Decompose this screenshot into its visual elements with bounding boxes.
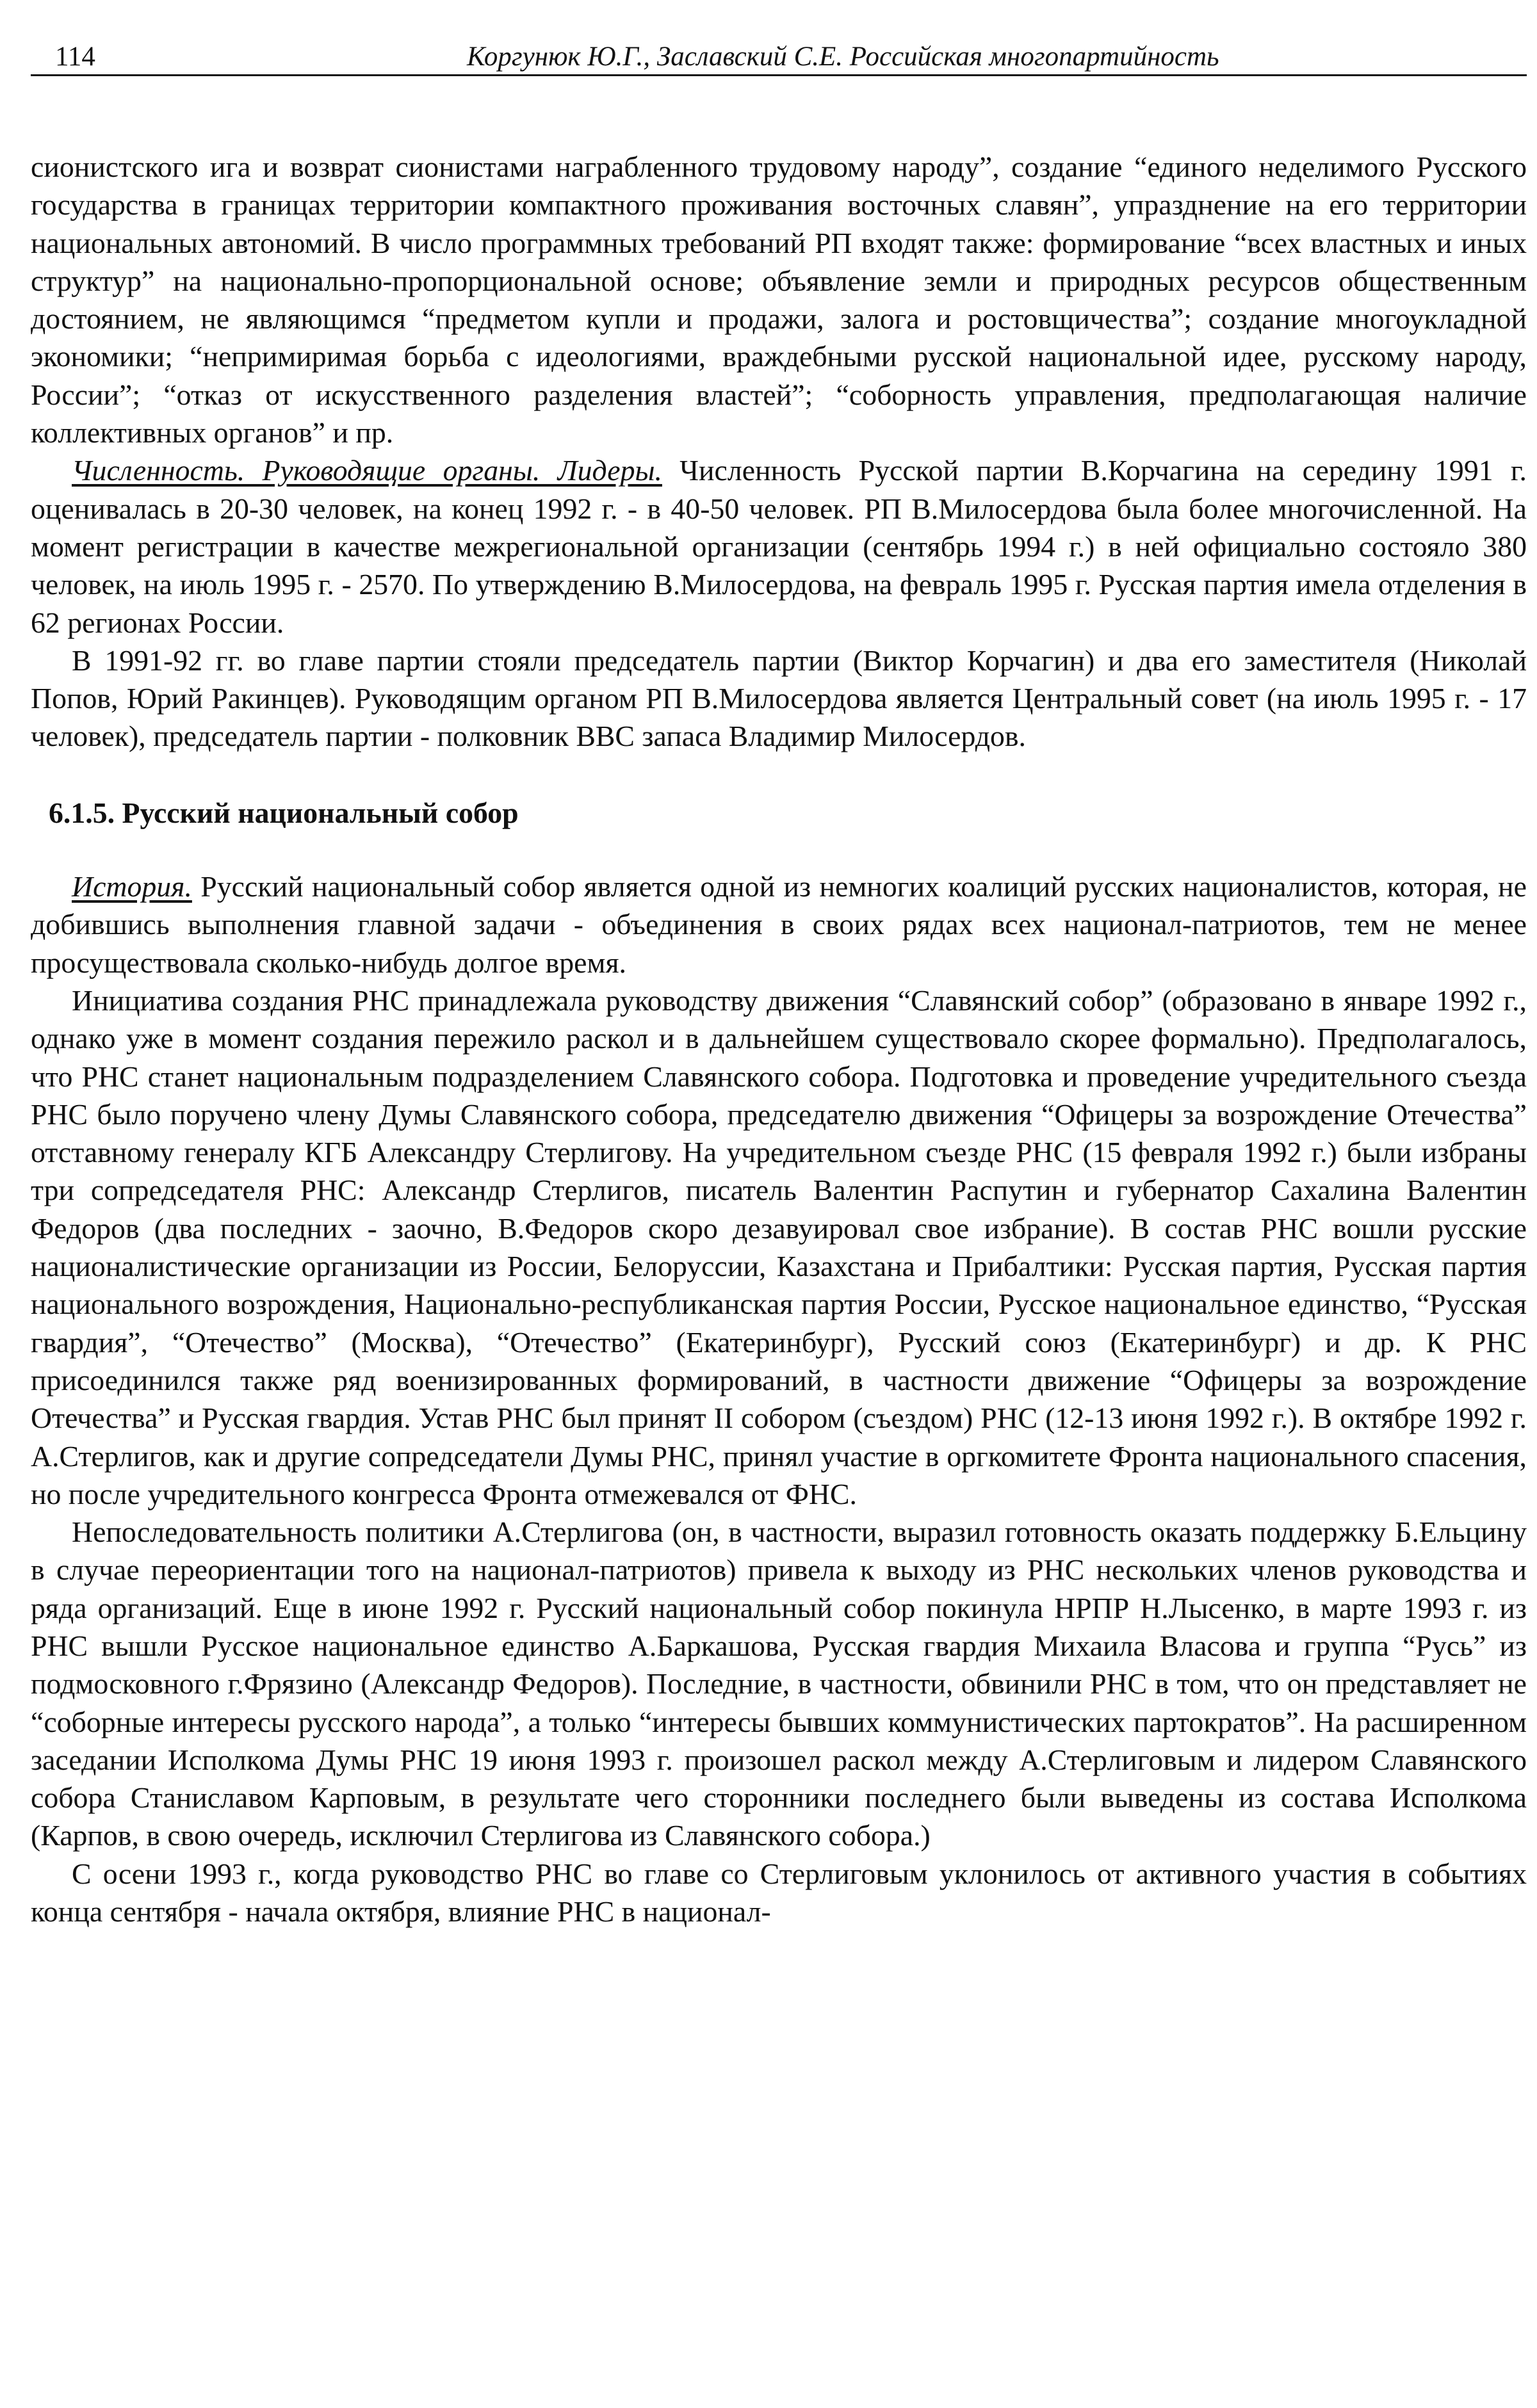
page-number: 114 [55, 42, 95, 72]
paragraph-history [31, 868, 1527, 982]
paragraph-text: С осени 1993 г., когда руководство РНС во главе со Стерлиговым уклонилось от активного участия в событиях конца сентября - начала октября, влияние РНС в национал- [31, 1857, 1527, 1928]
paragraph-text: Русский национальный собор является одной из немногих коалиций русских националистов, которая, не добившись выполнения главной задачи - объединения в своих рядах всех национал-патриотов, тем не менее просуществовала сколько-нибудь долгое время. [31, 870, 1527, 979]
running-head [31, 24, 1527, 76]
running-title: Коргунюк Ю.Г., Заславский С.Е. Российская многопартийность [467, 42, 1219, 72]
paragraph-lead-in: Численность. Руководящие органы. Лидеры. [72, 454, 662, 487]
paragraph-text: В 1991-92 гг. во главе партии стояли председатель партии (Виктор Корчагин) и два его заместителя (Николай Попов, Юрий Ракинцев). Руководящим органом РП В.Милосердова является Центральный совет (на июль 1995 г. - 17 человек), председатель партии - полковник ВВС запаса Владимир Милосердов. [31, 643, 1527, 753]
page-body [31, 76, 1527, 1930]
paragraph-program-demands [31, 148, 1527, 451]
paragraph-lead-in: История. [72, 870, 192, 903]
paragraph-text: Численность Русской партии В.Корчагина на середину 1991 г. оценивалась в 20-30 человек, на конец 1992 г. - в 40-50 человек. РП В.Милосердова была более многочисленной. На момент регистрации в качестве межрегиональной организации (сентябрь 1994 г.) в ней официально состояло 380 человек, на июль 1995 г. - 2570. По утверждению В.Милосердова, на февраль 1995 г. Русская партия имела отделения в 62 регионах России. [31, 454, 1527, 639]
paragraph-initiative [31, 982, 1527, 1513]
paragraph-text: Инициатива создания РНС принадлежала руководству движения “Славянский собор” (образовано в январе 1992 г., однако уже в момент создания пережило раскол и в дальнейшем существовало скорее формально). Предполагалось, что РНС станет национальным подразделением Славянского собора. Подготовка и проведение учредительного съезда РНС было поручено члену Думы Славянского собора, председателю движения “Офицеры за возрождение Отечества” отставному генералу КГБ Александру Стерлигову. На учредительном съезде РНС (15 февраля 1992 г.) были избраны три сопредседателя РНС: Александр Стерлигов, писатель Валентин Распутин и губернатор Сахалина Валентин Федоров (два последних - заочно, В.Федоров скоро дезавуировал свое избрание). В состав РНС вошли русские националистические организации из России, Белоруссии, Казахстана и Прибалтики: Русская партия, Русская партия национального возрождения, Национально-республиканская партия России, Русское национальное единство, “Русская гвардия”, “Отечество” (Москва), “Отечество” (Екатеринбург), Русский союз (Екатеринбург) и др. К РНС присоединился также ряд военизированных формирований, в частности движение “Офицеры за возрождение Отечества” и Русская гвардия. Устав РНС был принят II собором (съездом) РНС (12-13 июня 1992 г.). В октябре 1992 г. А.Стерлигов, как и другие сопредседатели Думы РНС, принял участие в оргкомитете Фронта национального спасения, но после учредительного конгресса Фронта отмежевался от ФНС. [31, 983, 1527, 1510]
paragraph-autumn-1993 [31, 1855, 1527, 1931]
book-page [31, 24, 1527, 2393]
section-heading: 6.1.5. Русский национальный собор [49, 796, 519, 829]
paragraph-inconsistency [31, 1513, 1527, 1855]
paragraph-membership [31, 451, 1527, 641]
paragraph-text: сионистского ига и возврат сионистами награбленного трудовому народу”, создание “единого неделимого Русского государства в границах территории компактного проживания восточных славян”, упразднение на его территории национальных автономий. В число программных требований РП входят также: формирование “всех властных и иных структур” на национально-пропорциональной основе; объявление земли и природных ресурсов общественным достоянием, не являющимся “предметом купли и продажи, залога и ростовщичества”; создание многоукладной экономики; “непримиримая борьба с идеологиями, враждебными русской национальной идее, русскому народу, России”; “отказ от искусственного разделения властей”; “соборность управления, предполагающая наличие коллективных органов” и пр. [31, 150, 1527, 449]
paragraph-text: Непоследовательность политики А.Стерлигова (он, в частности, выразил готовность оказать поддержку Б.Ельцину в случае переориентации того на национал-патриотов) привела к выходу из РНС нескольких членов руководства и ряда организаций. Еще в июне 1992 г. Русский национальный собор покинула НРПР Н.Лысенко, в марте 1993 г. из РНС вышли Русское национальное единство А.Баркашова, Русская гвардия Михаила Власова и группа “Русь” из подмосковного г.Фрязино (Александр Федоров). Последние, в частности, обвинили РНС в том, что он представляет не “соборные интересы русского народа”, а только “интересы бывших коммунистических партократов”. На расширенном заседании Исполкома Думы РНС 19 июня 1993 г. произошел раскол между А.Стерлиговым и лидером Славянского собора Станиславом Карповым, в результате чего сторонники последнего были выведены из состава Исполкома (Карпов, в свою очередь, исключил Стерлигова из Славянского собора.) [31, 1515, 1527, 1852]
paragraph-leadership [31, 642, 1527, 756]
